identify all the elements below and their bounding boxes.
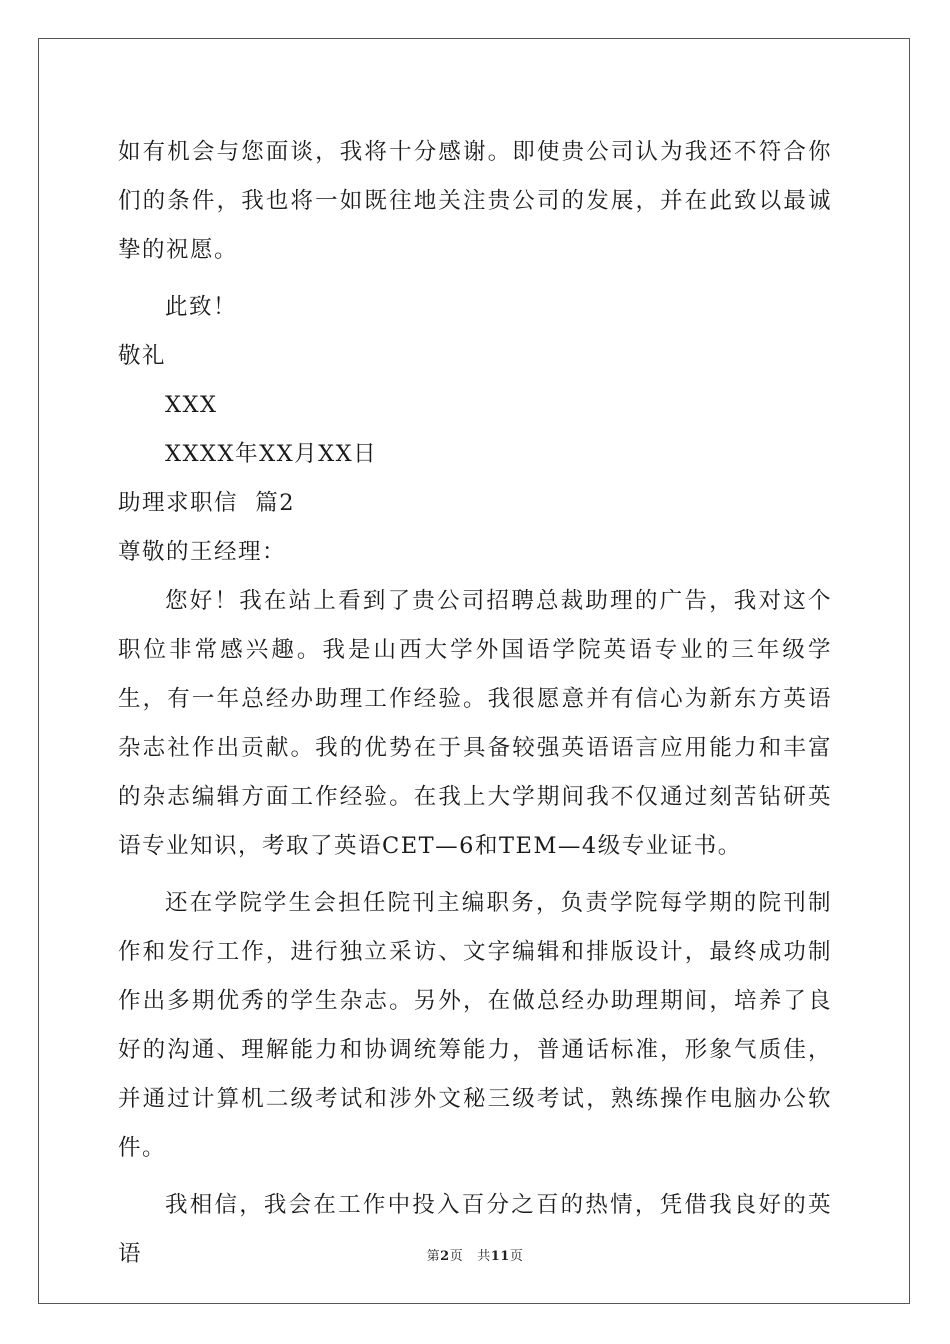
body-paragraph: 我相信，我会在工作中投入百分之百的热情，凭借我良好的英语 <box>118 1192 832 1267</box>
body-paragraph: 还在学院学生会担任院刊主编职务，负责学院每学期的院刊制作和发行工作，进行独立采访、文字编辑和排版设计，最终成功制作出多期优秀的学生杂志。另外，在做总经办助理期间，培养了良好的沟通、理解能力和协调统筹能力，普通话标准，形象气质佳，并通过计算机二级考试和涉外文秘三级考试，熟练操作电脑办公软件。 <box>118 890 832 1161</box>
total-suffix: 页 <box>509 1249 524 1264</box>
body-paragraph: 您好！我在站上看到了贵公司招聘总裁助理的广告，我对这个职位非常感兴趣。我是山西大学外国语学院英语专业的三年级学生，有一年总经办助理工作经验。我很愿意并有信心为新东方英语杂志社作出贡献。我的优势在于具备较强英语语言应用能力和丰富的杂志编辑方面工作经验。在我上大学期间我不仅通过刻苦钻研英语专业知识，考取了英语CET—6和TEM—4级专业证书。 <box>118 588 832 859</box>
closing-paragraph: 如有机会与您面谈，我将十分感谢。即使贵公司认为我还不符合你们的条件，我也将一如既往地关注贵公司的发展，并在此致以最诚挚的祝愿。 <box>118 139 832 263</box>
signature-date: XXXX年XX月XX日 <box>165 441 378 467</box>
total-pages: 11 <box>490 1249 510 1264</box>
page-number: 2 <box>440 1249 450 1264</box>
document-body <box>118 128 832 1287</box>
page-footer <box>0 1245 950 1264</box>
page-prefix: 第 <box>426 1249 441 1264</box>
section-title: 助理求职信 篇2 <box>118 490 296 516</box>
total-prefix: 共 <box>477 1249 491 1264</box>
salutation-close: 此致！ <box>165 294 238 320</box>
letter-greeting: 尊敬的王经理： <box>118 539 287 565</box>
signature-name: XXX <box>165 392 218 418</box>
regards: 敬礼 <box>118 343 167 369</box>
page-suffix: 页 <box>449 1249 464 1264</box>
